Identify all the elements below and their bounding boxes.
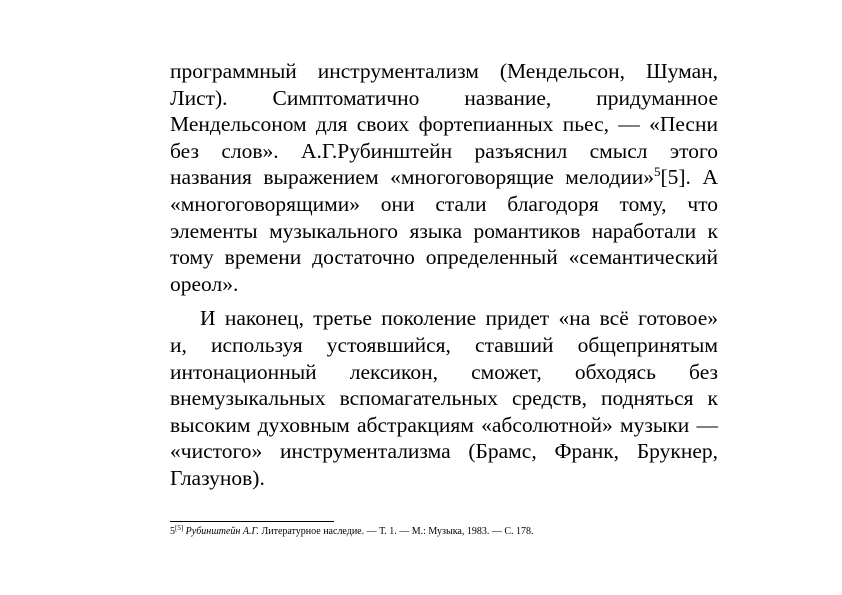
line-text: «чистого» инструментализма (Брамс, Франк, Брукнер, [170, 439, 718, 464]
text-line [170, 138, 718, 165]
text-line [170, 359, 718, 386]
line-text: ореол». [170, 271, 239, 296]
line-text: Глазунов). [170, 465, 265, 490]
paragraph [170, 58, 718, 297]
text-line [170, 271, 718, 298]
text-line [170, 244, 718, 271]
line-text: интонационный лексикон, сможет, обходясь без [170, 359, 718, 384]
text-line [170, 58, 718, 85]
line-text: «многоговорящими» они стали благодоря тому, что [170, 191, 718, 216]
body-text [170, 58, 718, 492]
paragraph-gap [170, 297, 718, 305]
footnote-ref: 5 [653, 164, 661, 180]
line-text: высоким духовным абстракциям «абсолютной» музыки — [170, 412, 718, 437]
text-line [170, 438, 718, 465]
line-text: И наконец, третье поколение придет «на всё готовое» [200, 306, 718, 331]
text-line [170, 385, 718, 412]
footnote-marker: 5 [170, 526, 175, 537]
footnote-citation: Литературное наследие. — Т. 1. — М.: Музыка, 1983. — С. 178. [258, 526, 534, 537]
paragraph [170, 305, 718, 491]
line-text: программный инструментализм (Мендельсон, Шуман, [170, 59, 718, 83]
footnote [170, 526, 534, 538]
line-text: и, используя устоявшийся, ставший общепринятым [170, 332, 718, 357]
text-line [170, 305, 718, 332]
text-line [170, 465, 718, 492]
text-line [170, 85, 718, 112]
footnote-marker-ref: [5] [175, 524, 184, 532]
text-line [170, 191, 718, 218]
line-text: названия выражением «многоговорящие мелодии» [170, 165, 654, 190]
footnote-divider [170, 521, 334, 522]
text-line [170, 412, 718, 439]
text-line [170, 332, 718, 359]
line-text: [5]. А [660, 165, 718, 190]
line-text: Мендельсоном для своих фортепианных пьес, — «Песни [170, 112, 718, 137]
line-text: без слов». А.Г.Рубинштейн разъяснил смысл этого [170, 138, 718, 163]
line-text: внемузыкальных вспомагательных средств, подняться к [170, 386, 718, 411]
line-text: тому времени достаточно определенный «семантический [170, 245, 718, 270]
text-line [170, 164, 718, 191]
text-line [170, 218, 718, 245]
line-text: Лист). Симптоматично название, придуманное [170, 85, 718, 110]
text-line [170, 111, 718, 138]
footnote-author: Рубинштейн А.Г. [185, 526, 259, 537]
line-text: элементы музыкального языка романтиков наработали к [170, 218, 718, 243]
